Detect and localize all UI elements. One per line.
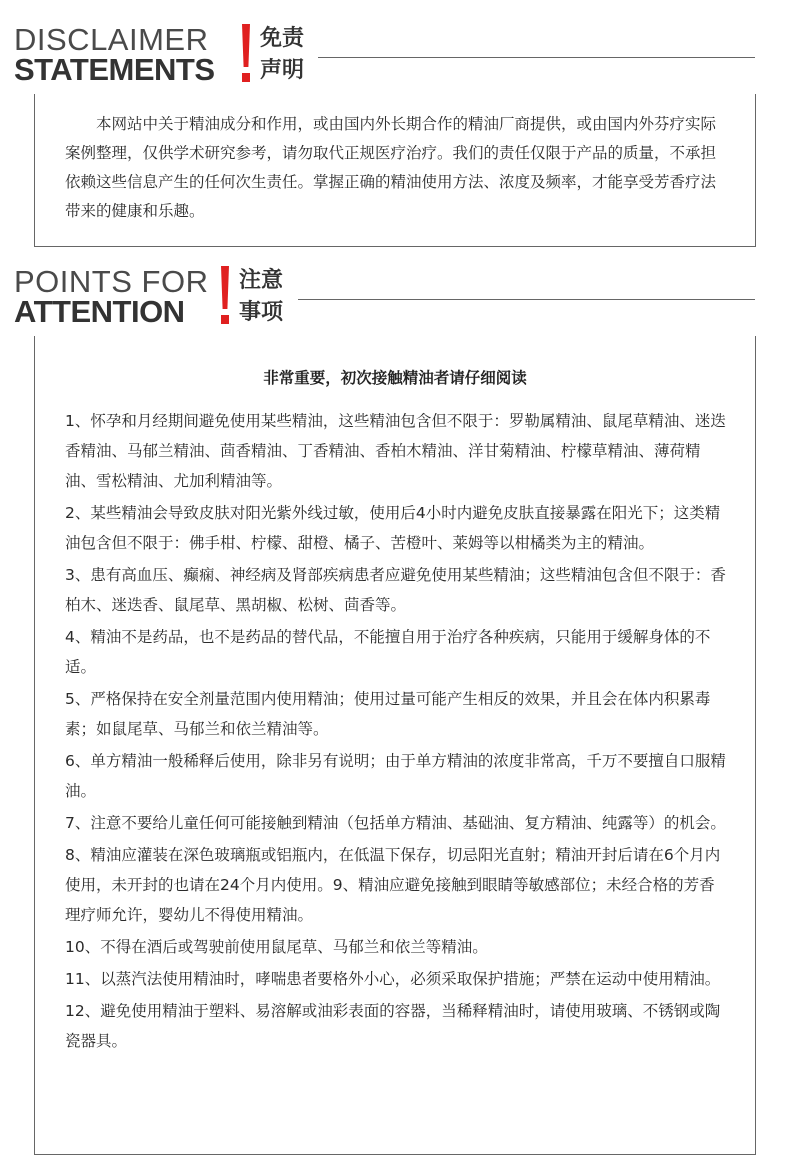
attention-section — [0, 266, 790, 1156]
attention-item-10: 10、不得在酒后或驾驶前使用鼠尾草、马郁兰和依兰等精油。 — [65, 938, 488, 956]
attention-item-7: 7、注意不要给儿童任何可能接触到精油（包括单方精油、基础油、复方精油、纯露等）的机会。 — [65, 814, 726, 832]
attention-item-8: 8、精油应灌装在深色玻璃瓶或铝瓶内，在低温下保存，切忌阳光直射；精油开封后请在6个月内使用，未开封的也请在24个月内使用。9、精油应避免接触到眼睛等敏感部位；未经合格的芳香理疗师允许，婴幼儿不得使用精油。 — [65, 846, 721, 924]
attention-list — [65, 406, 730, 1058]
disclaimer-heading-en-line1: DISCLAIMER — [14, 22, 209, 57]
disclaimer-section — [0, 24, 790, 250]
attention-heading — [14, 264, 334, 329]
disclaimer-heading-cn-line2: 声明 — [260, 58, 305, 83]
attention-item-11: 11、以蒸汽法使用精油时，哮喘患者要格外小心，必须采取保护措施；严禁在运动中使用精油。 — [65, 970, 721, 988]
attention-item-12: 12、避免使用精油于塑料、易溶解或油彩表面的容器，当稀释精油时，请使用玻璃、不锈钢或陶瓷器具。 — [65, 1002, 721, 1050]
disclaimer-body: 本网站中关于精油成分和作用，或由国内外长期合作的精油厂商提供，或由国内外芬疗实际案例整理，仅供学术研究参考，请勿取代正规医疗治疗。我们的责任仅限于产品的质量，不承担依赖这些信息产生的任何次生责任。掌握正确的精油使用方法、浓度及频率，才能享受芳香疗法带来的健康和乐趣。 — [65, 115, 717, 220]
attention-box — [34, 336, 756, 1155]
attention-item-4: 4、精油不是药品，也不是药品的替代品，不能擅自用于治疗各种疾病，只能用于缓解身体的不适。 — [65, 628, 711, 676]
exclamation-icon — [240, 24, 252, 84]
attention-heading-en-line1: POINTS FOR — [14, 264, 209, 299]
disclaimer-heading-en-line2: STATEMENTS — [14, 52, 215, 87]
disclaimer-heading-cn-line1: 免责 — [260, 26, 305, 51]
attention-item-2: 2、某些精油会导致皮肤对阳光紫外线过敏，使用后4小时内避免皮肤直接暴露在阳光下；这类精油包含但不限于：佛手柑、柠檬、甜橙、橘子、苦橙叶、莱姆等以柑橘类为主的精油。 — [65, 504, 721, 552]
attention-heading-cn-line2: 事项 — [239, 300, 284, 325]
disclaimer-heading — [14, 22, 334, 87]
disclaimer-box — [34, 94, 756, 247]
attention-top-border — [298, 299, 755, 300]
attention-title: 非常重要，初次接触精油者请仔细阅读 — [263, 369, 527, 387]
attention-item-1: 1、怀孕和月经期间避免使用某些精油，这些精油包含但不限于：罗勒属精油、鼠尾草精油、迷迭香精油、马郁兰精油、茴香精油、丁香精油、香柏木精油、洋甘菊精油、柠檬草精油、薄荷精油、雪松精油、尤加利精油等。 — [65, 412, 726, 490]
attention-heading-en-line2: ATTENTION — [14, 294, 185, 329]
attention-item-3: 3、患有高血压、癫痫、神经病及肾部疾病患者应避免使用某些精油；这些精油包含但不限于：香柏木、迷迭香、鼠尾草、黑胡椒、松树、茴香等。 — [65, 566, 726, 614]
disclaimer-top-border — [318, 57, 755, 58]
attention-heading-cn-line1: 注意 — [239, 268, 284, 293]
attention-item-5: 5、严格保持在安全剂量范围内使用精油；使用过量可能产生相反的效果，并且会在体内积累毒素；如鼠尾草、马郁兰和依兰精油等。 — [65, 690, 711, 738]
exclamation-icon — [219, 266, 231, 326]
attention-item-6: 6、单方精油一般稀释后使用，除非另有说明；由于单方精油的浓度非常高，千万不要擅自口服精油。 — [65, 752, 726, 800]
